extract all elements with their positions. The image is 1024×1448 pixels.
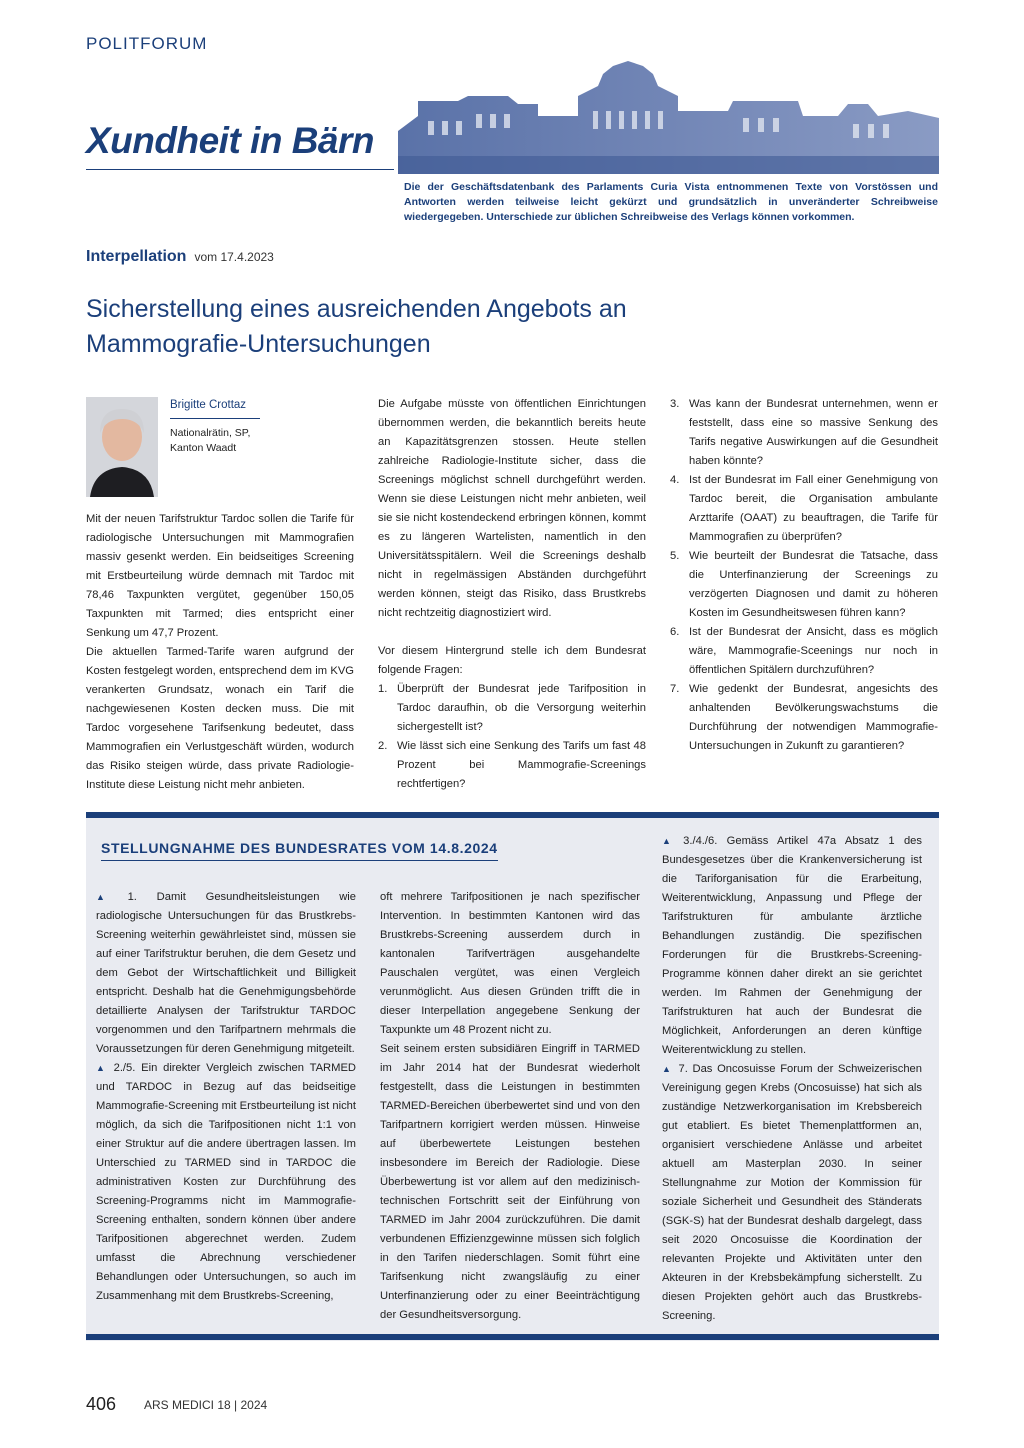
article-column-2 — [378, 395, 646, 794]
statement-title: STELLUNGNAHME DES BUNDESRATES VOM 14.8.2024 — [101, 840, 498, 861]
question-item — [670, 680, 938, 756]
parliament-building-illustration — [398, 56, 939, 174]
section-label: POLITFORUM — [86, 34, 208, 53]
question-list — [670, 395, 938, 756]
question-number: 7. — [670, 683, 680, 695]
paragraph-text: 1. Damit Gesundheitsleistungen wie radiologische Untersuchungen für das Brustkrebs-Screening weiterhin gewährleistet sind, müssen sie auf einer Tarifstruktur beruhen, die dem Gesetz und dem Gebot der Wirtschaftlichkeit und Billigkeit entspricht. Deshalb hat die Genehmigungsbehörde detaillierte Analysen der Tarifstruktur TARDOC vorgenommen und den Tarifpartnern mehrmals die Voraussetzungen für deren Genehmigung mitgeteilt. — [96, 891, 356, 1055]
paragraph: oft mehrere Tarifpositionen je nach spezifischer Intervention. In bestimmten Kantonen wird das Brustkrebs-Screening ausserdem durch in kantonalen Tarifverträgen ausgehandelte Pauschalen vergütet, was einen Vergleich verunmöglicht. Aus diesen Gründen trifft die in dieser Interpellation angegebene Senkung der Taxpunkte um 48 Prozent nicht zu. — [380, 891, 640, 1036]
statement-column-3 — [662, 832, 922, 1326]
masthead-divider — [86, 169, 394, 170]
question-item — [670, 623, 938, 680]
paragraph: Seit seinem ersten subsidiären Eingriff in TARMED im Jahr 2014 hat der Bundesrat wiederholt festgestellt, dass die Leistungen in bestimmten TARMED-Bereichen überbewertet sind und von den Tarifpartnern korrigiert werden müssen. Hinweise auf überbewertete Leistungen bestehen insbesondere im Bereich der Radiologie. Diese Überbewertung ist vor allem auf den medizinisch-technischen Fortschritt seit der Einführung von TARMED im Jahr 2004 zurückzuführen. Die damit verbundenen Effizienzgewinne müssen sich folglich in den Tarifen niederschlagen. Somit führt eine Tarifsenkung nicht zwangsläufig zu einer Unterfinanzierung oder zu einer Beeinträchtigung der Gesundheitsversorgung. — [380, 1043, 640, 1321]
article-date: vom 17.4.2023 — [194, 250, 274, 264]
disclaimer-text: Die der Geschäftsdatenbank des Parlaments Curia Vista entnommenen Texte von Vorstössen und Antworten werden teilweise leicht gekürzt und grundsätzlich in unveränderter Schreibweise wiedergegeben. Unterschiede zur üblichen Schreibweise des Verlags können vorkommen. — [404, 181, 938, 223]
paragraph — [96, 1059, 356, 1306]
paragraph: Mit der neuen Tarifstruktur Tardoc sollen die Tarife für radiologische Untersuchungen mit Mammografien massiv gesenkt werden. Ein beidseitiges Screening mit Erstbeurteilung würde demnach mit Tardoc mit 78,46 Taxpunkten vergütet, gegenüber 150,05 Taxpunkten mit Tarmed; dies entspricht einer Senkung um 47,7 Prozent. — [86, 513, 354, 639]
paragraph-text: 2./5. Ein direkter Vergleich zwischen TARMED und TARDOC in Bezug auf das beidseitige Mammografie-Screening mit Erstbeurteilung ist nicht möglich, da sich die Tarifpositionen nicht 1:1 von einer Struktur auf die andere übertragen lassen. Im Unterschied zu TARMED sind in TARDOC die administrativen Kosten zur Durchführung des Screening-Programms nicht im Mammografie-Screening enthalten, sondern können über andere Tarifpositionen abgerechnet werden. Zudem umfasst die Abrechnung verschiedener Behandlungen oder Untersuchungen, so auch im Zusammenhang mit dem Brustkrebs-Screening, — [96, 1062, 356, 1302]
question-text: Wie lässt sich eine Senkung des Tarifs um fast 48 Prozent bei Mammografie-Screenings rechtfertigen? — [397, 740, 646, 790]
question-text: Was kann der Bundesrat unternehmen, wenn er feststellt, dass eine so massive Senkung des Tarifs negative Auswirkungen auf die Gesundheit haben könnte? — [689, 398, 938, 467]
question-number: 4. — [670, 474, 680, 486]
statement-column-1 — [96, 888, 356, 1306]
triangle-marker-icon: ▲ — [662, 1064, 673, 1074]
article-headline: Sicherstellung eines ausreichenden Angebots an Mammografie-Untersuchungen — [86, 295, 627, 358]
paragraph-text: 3./4./6. Gemäss Artikel 47a Absatz 1 des Bundesgesetzes über die Krankenversicherung ist die Tariforganisation für die Erarbeitung, Weiterentwicklung, Anpassung und Pflege der Tarifstrukturen für ambulante ärztliche Behandlungen zuständig. Die spezifischen Forderungen für die Brustkrebs-Screening-Programme können daher direkt an sie gerichtet werden. Im Rahmen der Genehmigung der Tarifstrukturen hat auch der Bundesrat die Möglichkeit, Anforderungen an deren künftige Weiterentwicklung zu stellen. — [662, 835, 922, 1056]
paragraph — [662, 1060, 922, 1326]
question-item — [670, 395, 938, 471]
statement-bottom-bar — [86, 1334, 939, 1340]
author-role — [170, 426, 250, 456]
triangle-marker-icon: ▲ — [96, 892, 122, 902]
author-divider — [170, 418, 260, 419]
question-text: Ist der Bundesrat im Fall einer Genehmigung von Tardoc bereit, die Organisation ambulante Arzttarife (OAAT) zu beauftragen, die Tarife für Mammografien zu überprüfen? — [689, 474, 938, 543]
question-item — [670, 471, 938, 547]
question-item — [378, 737, 646, 794]
question-number: 6. — [670, 626, 680, 638]
question-text: Wie beurteilt der Bundesrat die Tatsache, dass die Unterfinanzierung der Screenings zu verzögerten Diagnosen und damit zu höheren Kosten im Gesundheitswesen führen kann? — [689, 550, 938, 619]
article-column-3 — [670, 395, 938, 756]
author-name: Brigitte Crottaz — [170, 399, 247, 411]
paragraph: Vor diesem Hintergrund stelle ich dem Bundesrat folgende Fragen: — [378, 645, 646, 676]
question-item — [378, 680, 646, 737]
page-number: 406 — [86, 1394, 117, 1414]
journal-issue: ARS MEDICI 18 | 2024 — [144, 1398, 268, 1412]
author-photo — [86, 397, 158, 497]
paragraph — [662, 832, 922, 1060]
paragraph-text: 7. Das Oncosuisse Forum der Schweizerischen Vereinigung gegen Krebs (Oncosuisse) hat sich als zuständige Netzwerkorganisation im Krebsbereich gut etabliert. Es bietet Themenplattformen an, organisiert verschiedene Anlässe und arbeitet aktuell am Masterplan 2030. In seiner Stellungnahme zur Motion der Kommission für soziale Sicherheit und Gesundheit des Ständerats (SGK-S) hat der Bundesrat deshalb dargelegt, dass seit 2020 Oncosuisse die Koordination der relevanten Projekte und Aktivitäten unter den Akteuren in der Krebsbekämpfung sicherstellt. Zu diesen Projekten gehört auch das Brustkrebs-Screening. — [662, 1063, 922, 1322]
question-text: Ist der Bundesrat der Ansicht, dass es möglich wäre, Mammografie-Sceenings nur noch in öffentlichen Spitälern durchzuführen? — [689, 626, 938, 676]
triangle-marker-icon: ▲ — [662, 836, 678, 846]
author-role-line: Kanton Waadt — [170, 442, 237, 454]
question-item — [670, 547, 938, 623]
question-number: 5. — [670, 550, 680, 562]
question-number: 2. — [378, 740, 388, 752]
article-type: Interpellation — [86, 248, 187, 265]
paragraph: Die aktuellen Tarmed-Tarife waren aufgrund der Kosten festgelegt worden, entsprechend dem im KVG verankerten Grundsatz, wonach ein Tarif die nachgewiesenen Kosten decken muss. Die mit Tardoc vorgesehene Tarifsenkung bedeutet, dass Mammografien ein Verlustgeschäft würden, wodurch das Risiko steigen würde, dass private Radiologie-Institute diese Leistung nicht mehr anbieten. — [86, 646, 354, 791]
question-number: 3. — [670, 398, 680, 410]
question-number: 1. — [378, 683, 388, 695]
masthead-title: Xundheit in Bärn — [86, 120, 374, 161]
article-kicker — [86, 248, 274, 266]
author-role-line: Nationalrätin, SP, — [170, 427, 251, 439]
article-column-1 — [86, 510, 354, 795]
paragraph — [96, 888, 356, 1059]
paragraph: Die Aufgabe müsste von öffentlichen Einrichtungen übernommen werden, die bekanntlich bereits heute an Kapazitätsgrenzen stossen. Heute stellen zahlreiche Radiologie-Institute sicher, dass die Screenings möglichst schnell durchgeführt werden. Wenn sie diese Leistungen nicht mehr anbieten, weil sie sie nicht kostendeckend erbringen können, kommt es zu längeren Wartelisten, namentlich in den Universitätsspitälern. Weil die Screenings deshalb nicht in regelmässigen Abständen durchgeführt werden können, steigt das Risiko, dass Brustkrebs nicht rechtzeitig diagnostiziert wird. — [378, 398, 646, 619]
statement-column-2 — [380, 888, 640, 1325]
question-list — [378, 680, 646, 794]
question-text: Überprüft der Bundesrat jede Tarifposition in Tardoc daraufhin, ob die Versorgung weiterhin sichergestellt ist? — [397, 683, 646, 733]
statement-top-bar — [86, 812, 939, 818]
question-text: Wie gedenkt der Bundesrat, angesichts des anhaltenden Bevölkerungswachstums die Durchführung der notwendigen Mammografie-Untersuchungen in Zukunft zu garantieren? — [689, 683, 938, 752]
triangle-marker-icon: ▲ — [96, 1063, 108, 1073]
